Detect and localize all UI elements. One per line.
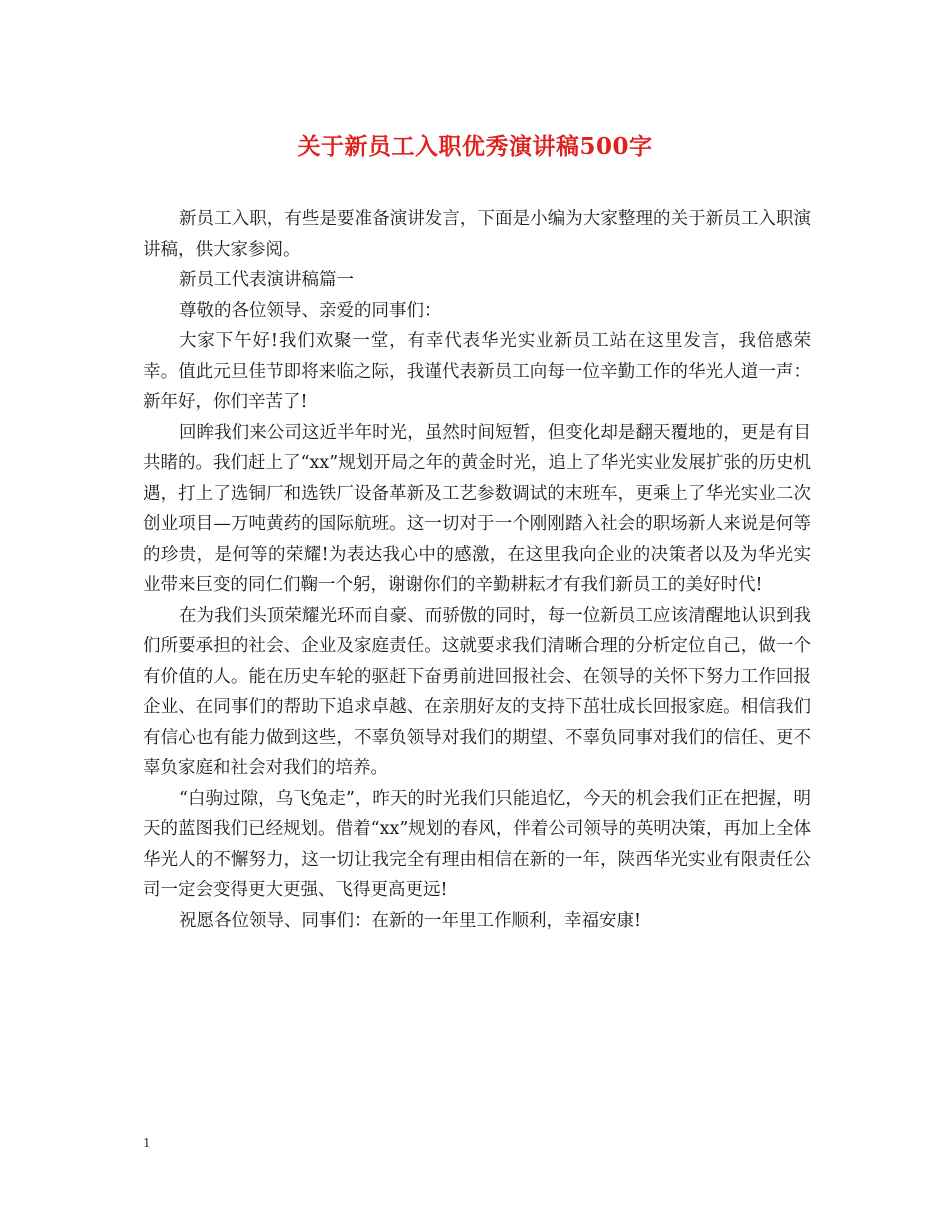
body-paragraph: 大家下午好!我们欢聚一堂，有幸代表华光实业新员工站在这里发言，我倍感荣幸。值此元旦佳节即将来临之际，我谨代表新员工向每一位辛勤工作的华光人道一声：新年好，你们辛苦了! [143, 331, 811, 412]
body-paragraph: 回眸我们来公司这近半年时光，虽然时间短暂，但变化却是翻天覆地的，更是有目共睹的。我们赶上了“xx”规划开局之年的黄金时光，追上了华光实业发展扩张的历史机遇，打上了选铜厂和选铁厂设备革新及工艺参数调试的末班车，更乘上了华光实业二次创业项目—万吨黄药的国际航班。这一切对于一个刚刚踏入社会的职场新人来说是何等的珍贵，是何等的荣耀!为表达我心中的感激，在这里我向企业的决策者以及为华光实业带来巨变的同仁们鞠一个躬，谢谢你们的辛勤耕耘才有我们新员工的美好时代! [143, 422, 811, 595]
intro-paragraph: 新员工入职，有些是要准备演讲发言，下面是小编为大家整理的关于新员工入职演讲稿，供大家参阅。 [143, 209, 811, 260]
section-heading: 新员工代表演讲稿篇一 [179, 270, 354, 290]
closing-paragraph: 祝愿各位领导、同事们：在新的一年里工作顺利，幸福安康! [179, 910, 642, 931]
page-number: 1 [143, 1136, 151, 1150]
salutation: 尊敬的各位领导、亲爱的同事们： [179, 300, 442, 321]
document-title: 关于新员工入职优秀演讲稿500字 [297, 133, 653, 160]
body-paragraph: 在为我们头顶荣耀光环而自豪、而骄傲的同时，每一位新员工应该清醒地认识到我们所要承担的社会、企业及家庭责任。这就要求我们清晰合理的分析定位自己，做一个有价值的人。能在历史车轮的驱赶下奋勇前进回报社会、在领导的关怀下努力工作回报企业、在同事们的帮助下追求卓越、在亲朋好友的支持下茁壮成长回报家庭。相信我们有信心也有能力做到这些，不辜负领导对我们的期望、不辜负同事对我们的信任、更不辜负家庭和社会对我们的培养。 [143, 605, 811, 778]
body-paragraph: “白驹过隙，乌飞兔走”，昨天的时光我们只能追忆，今天的机会我们正在把握，明天的蓝图我们已经规划。借着“xx”规划的春风，伴着公司领导的英明决策，再加上全体华光人的不懈努力，这一切让我完全有理由相信在新的一年，陕西华光实业有限责任公司一定会变得更大更强、飞得更高更远! [143, 788, 811, 900]
document-body [143, 204, 811, 936]
